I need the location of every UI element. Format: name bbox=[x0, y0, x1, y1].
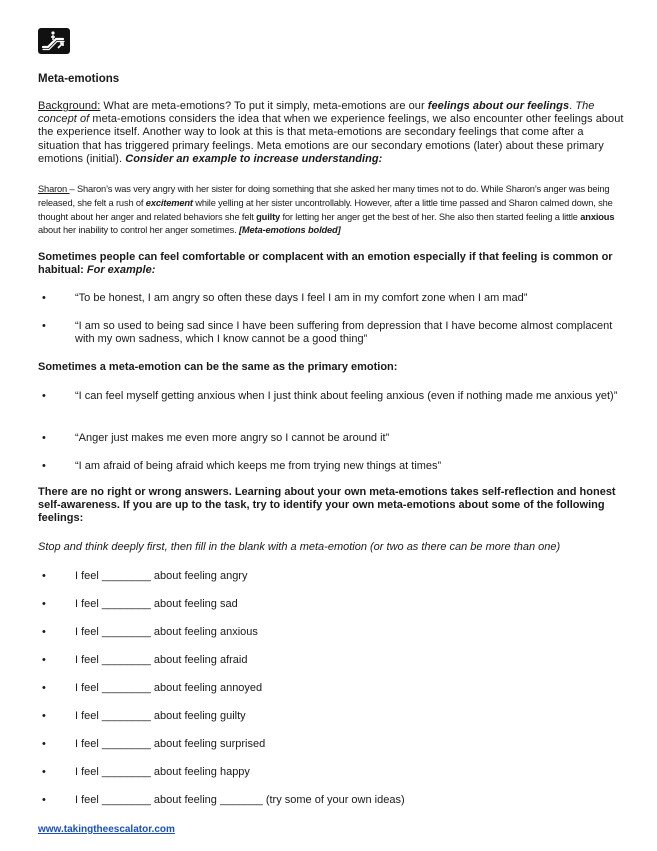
instruction-text: Stop and think deeply first, then fill in the blank with a meta-emotion (or two as there can be more than one) bbox=[38, 541, 561, 553]
fill-in-item bbox=[42, 766, 622, 779]
fill-in-item bbox=[42, 598, 622, 611]
bullet-icon: • bbox=[42, 432, 46, 444]
example-text: – Sharon’s was very angry with her sister for doing something that she asked her many times not to do. While Sharon’s anger was being released, she felt a rush of bbox=[38, 184, 610, 208]
list-item-text: “I am afraid of being afraid which keeps me from trying new things at times” bbox=[75, 460, 442, 472]
section1-heading-text: Sometimes people can feel comfortable or complacent with an emotion especially if that feeling is common or habitual: bbox=[38, 251, 613, 277]
fill-in-item bbox=[42, 710, 622, 723]
bullet-icon: • bbox=[42, 460, 46, 472]
background-italic: The concept of bbox=[38, 100, 595, 126]
fill-in-text: I feel ________ about feeling anxious bbox=[75, 626, 258, 638]
fill-in-item bbox=[42, 682, 622, 695]
fill-in-text: I feel ________ about feeling afraid bbox=[75, 654, 248, 666]
example-emotion-anxious: anxious bbox=[580, 211, 615, 222]
fill-in-text: I feel ________ about feeling angry bbox=[75, 570, 248, 582]
background-text: What are meta-emotions? To put it simply, meta-emotions are our bbox=[100, 100, 428, 112]
example-paragraph bbox=[38, 183, 628, 238]
example-text: about her inability to control her anger sometimes. bbox=[38, 225, 239, 236]
bullet-icon: • bbox=[42, 390, 46, 402]
list-item bbox=[42, 292, 622, 305]
list-item bbox=[42, 432, 622, 445]
bullet-icon: • bbox=[42, 766, 46, 778]
website-link[interactable]: www.takingtheescalator.com bbox=[38, 824, 175, 835]
list-item bbox=[42, 320, 622, 346]
bullet-icon: • bbox=[42, 598, 46, 610]
fill-in-text: I feel ________ about feeling _______ (try some of your own ideas) bbox=[75, 794, 405, 806]
background-emphasis: feelings about our feelings bbox=[427, 100, 570, 112]
bullet-icon: • bbox=[42, 738, 46, 750]
bullet-icon: • bbox=[42, 292, 46, 304]
bullet-icon: • bbox=[42, 794, 46, 806]
list-item bbox=[42, 390, 622, 403]
background-label: Background: bbox=[38, 100, 101, 112]
bullet-icon: • bbox=[42, 626, 46, 638]
example-text: for letting her anger get the best of her. She also then started feeling a little bbox=[280, 211, 581, 222]
example-note: [Meta-emotions bolded] bbox=[238, 225, 341, 236]
escalator-logo-icon bbox=[38, 28, 70, 54]
fill-in-item bbox=[42, 794, 622, 807]
example-emotion-guilty: guilty bbox=[256, 211, 281, 222]
fill-in-text: I feel ________ about feeling sad bbox=[75, 598, 238, 610]
section1-heading-italic: For example: bbox=[86, 264, 156, 277]
section3-heading: There are no right or wrong answers. Learning about your own meta-emotions takes self-reflection and honest self-awareness. If you are up to the task, try to identify your own meta-emotions about some of the following feelings: bbox=[38, 486, 616, 525]
fill-in-text: I feel ________ about feeling guilty bbox=[75, 710, 246, 722]
background-paragraph bbox=[38, 100, 628, 166]
fill-in-item bbox=[42, 626, 622, 639]
list-item bbox=[42, 460, 622, 473]
fill-in-item bbox=[42, 570, 622, 583]
list-item-text: “I can feel myself getting anxious when I just think about feeling anxious (even if nothing made me anxious yet)” bbox=[75, 390, 618, 402]
bullet-icon: • bbox=[42, 710, 46, 722]
page-title: Meta-emotions bbox=[38, 73, 120, 85]
example-text: while yelling at her sister uncontrollably. However, after a little time passed and Sharon calmed down, she thought about her anger and related behaviors she felt bbox=[38, 197, 613, 222]
bullet-icon: • bbox=[42, 320, 46, 332]
bullet-icon: • bbox=[42, 654, 46, 666]
fill-in-text: I feel ________ about feeling surprised bbox=[75, 738, 266, 750]
fill-in-text: I feel ________ about feeling annoyed bbox=[75, 682, 263, 694]
bullet-icon: • bbox=[42, 570, 46, 582]
background-text: . bbox=[569, 100, 576, 112]
fill-in-text: I feel ________ about feeling happy bbox=[75, 766, 250, 778]
background-text: meta-emotions considers the idea that when we experience feelings, we also encounter other feelings about the experience itself. Another way to look at this is that meta-emotions are secondary feelings that come after a situation that has triggered primary feelings. Meta emotions are our secondary emotions (later) about these primary emotions (initial). bbox=[38, 113, 624, 165]
fill-in-item bbox=[42, 654, 622, 667]
list-item-text: “To be honest, I am angry so often these days I feel I am in my comfort zone when I am mad” bbox=[75, 292, 528, 304]
section1-heading bbox=[38, 251, 628, 277]
example-emotion-excitement: excitement bbox=[145, 197, 193, 208]
example-name: Sharon bbox=[38, 184, 70, 194]
background-callout: Consider an example to increase understanding: bbox=[125, 152, 383, 165]
list-item-text: “I am so used to being sad since I have been suffering from depression that I have become almost complacent with my own sadness, which I know cannot be a good thing” bbox=[75, 320, 613, 346]
fill-in-item bbox=[42, 738, 622, 751]
section2-heading: Sometimes a meta-emotion can be the same as the primary emotion: bbox=[38, 361, 398, 373]
list-item-text: “Anger just makes me even more angry so I cannot be around it” bbox=[75, 432, 390, 444]
bullet-icon: • bbox=[42, 682, 46, 694]
